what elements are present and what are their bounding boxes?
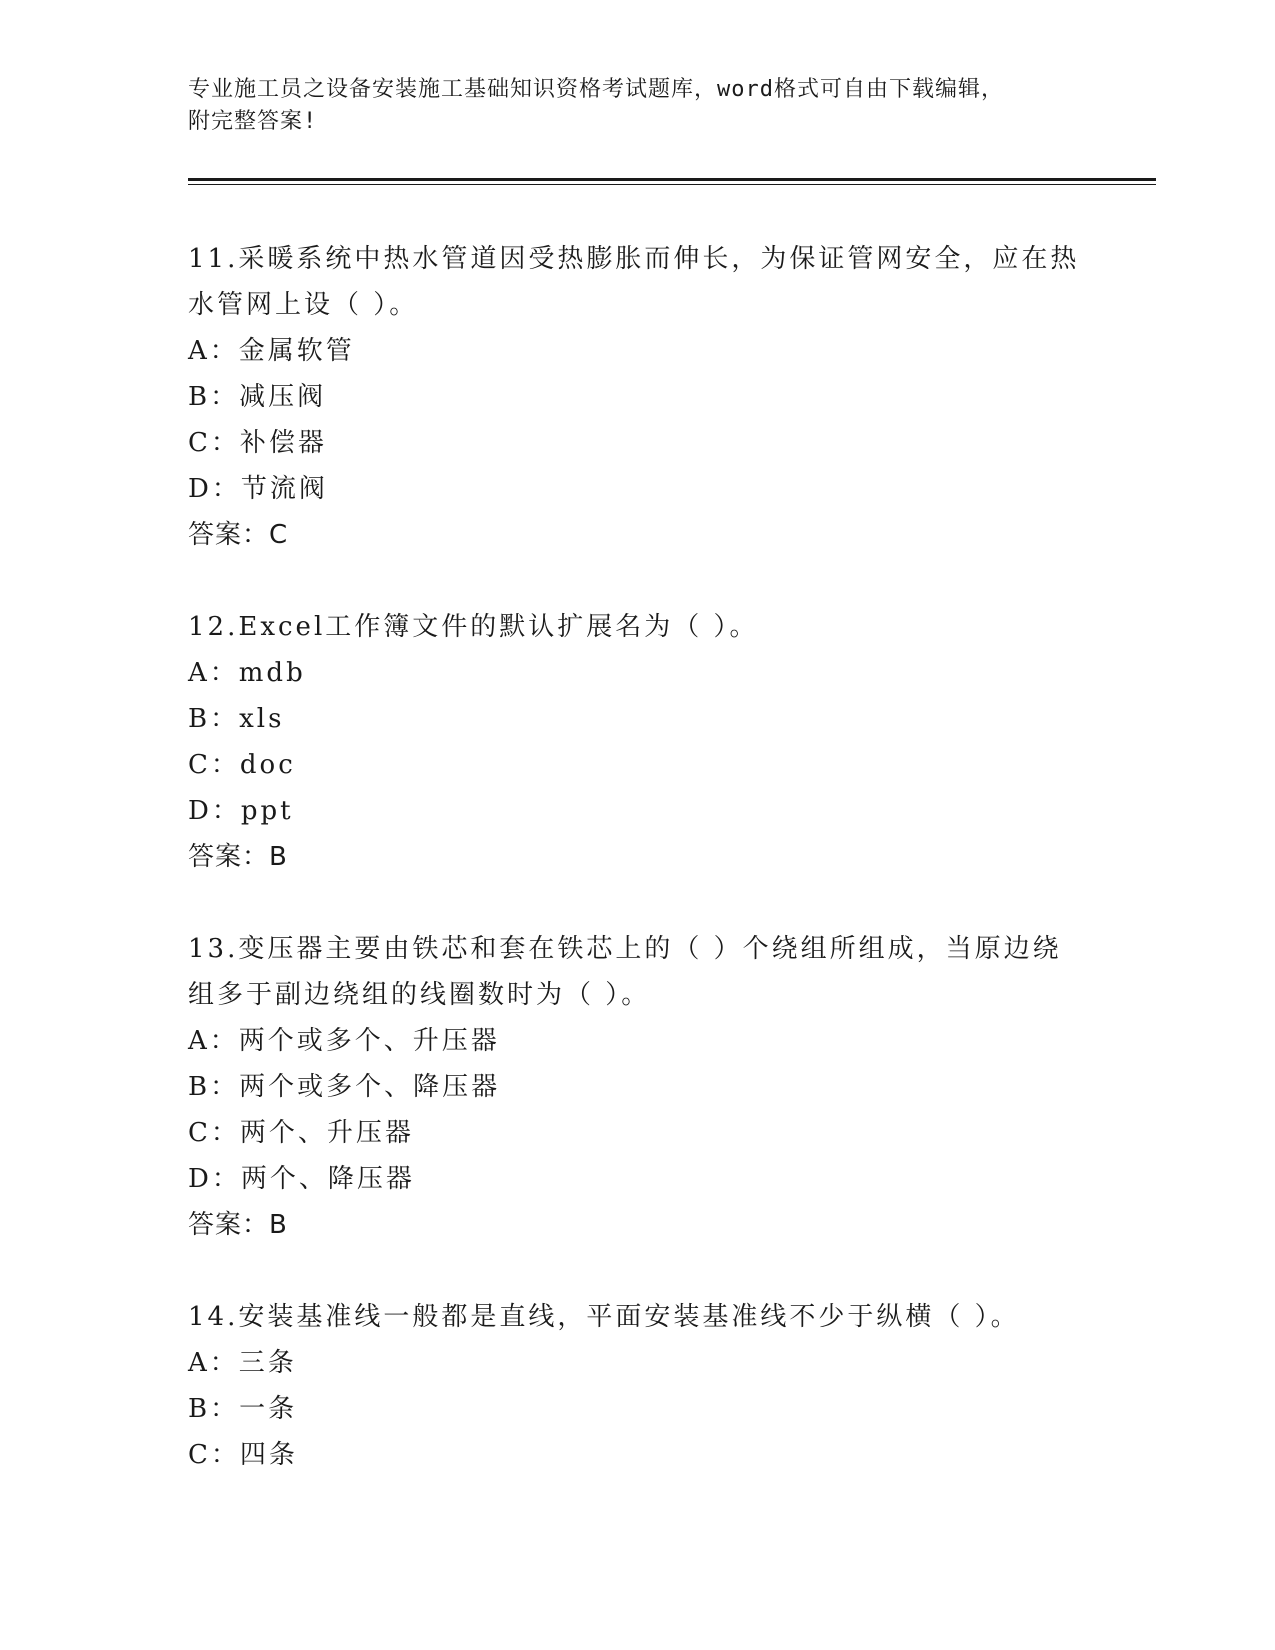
answer: 答案：C — [188, 520, 289, 550]
question-stem-line: 11.采暖系统中热水管道因受热膨胀而伸长，为保证管网安全，应在热 — [188, 244, 1080, 274]
option-b: B：两个或多个、降压器 — [188, 1072, 501, 1102]
option-d: D：两个、降压器 — [188, 1164, 415, 1194]
answer: 答案：B — [188, 1210, 288, 1240]
question-14 — [188, 1294, 1088, 1478]
option-a: A：金属软管 — [188, 336, 355, 366]
header-divider-thin — [188, 184, 1156, 185]
option-a: A：mdb — [188, 658, 306, 688]
question-13 — [188, 926, 1088, 1248]
question-stem-line: 组多于副边绕组的线圈数时为（ ）。 — [188, 980, 651, 1010]
option-c: C：补偿器 — [188, 428, 327, 458]
question-12 — [188, 604, 1088, 880]
option-b: B：减压阀 — [188, 382, 327, 412]
question-list — [188, 236, 1088, 1524]
header-line-2: 附完整答案! — [188, 109, 318, 134]
option-a: A：两个或多个、升压器 — [188, 1026, 500, 1056]
header-divider-thick — [188, 178, 1156, 181]
document-header — [188, 74, 1088, 138]
option-a: A：三条 — [188, 1348, 297, 1378]
question-stem-line: 14.安装基准线一般都是直线，平面安装基准线不少于纵横（ ）。 — [188, 1302, 1020, 1332]
option-b: B：xls — [188, 704, 285, 734]
question-stem-line: 13.变压器主要由铁芯和套在铁芯上的（ ）个绕组所组成，当原边绕 — [188, 934, 1062, 964]
option-b: B：一条 — [188, 1394, 298, 1424]
question-11 — [188, 236, 1088, 558]
question-stem-line: 12.Excel工作簿文件的默认扩展名为（ ）。 — [188, 612, 759, 642]
option-c: C：四条 — [188, 1440, 298, 1470]
option-d: D：ppt — [188, 796, 294, 826]
answer: 答案：B — [188, 842, 288, 872]
question-stem-line: 水管网上设（ ）。 — [188, 290, 419, 320]
option-c: C：doc — [188, 750, 296, 780]
option-c: C：两个、升压器 — [188, 1118, 414, 1148]
option-d: D：节流阀 — [188, 474, 328, 504]
header-line-1: 专业施工员之设备安装施工基础知识资格考试题库，word格式可自由下载编辑， — [188, 77, 1004, 102]
